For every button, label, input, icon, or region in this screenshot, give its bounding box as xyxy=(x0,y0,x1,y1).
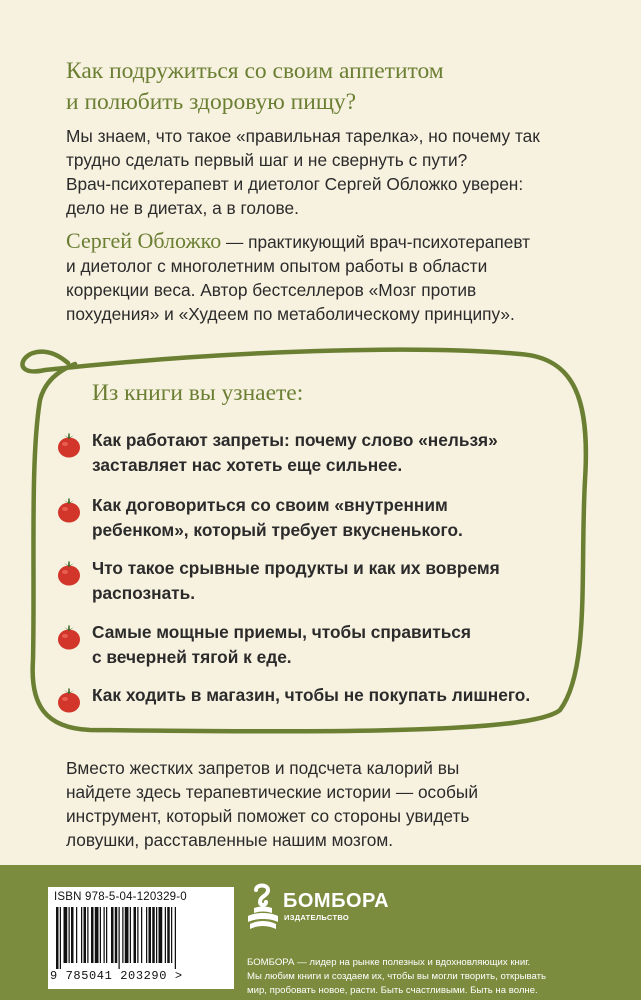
tomato-icon xyxy=(56,496,82,524)
intro-line: дело не в диетах, а в голове. xyxy=(66,198,299,218)
author-name: Сергей Обложко xyxy=(66,228,222,253)
barcode-box xyxy=(48,887,234,989)
box-title: Из книги вы узнаете: xyxy=(92,380,304,406)
outro-line: Вместо жестких запретов и подсчета калорий вы xyxy=(66,758,460,778)
list-item xyxy=(56,683,566,714)
tomato-icon xyxy=(56,559,82,587)
tomato-icon xyxy=(56,431,82,459)
list-item xyxy=(56,493,566,543)
publisher-name: БОМБОРА xyxy=(283,890,390,912)
bombora-logo-icon xyxy=(246,882,282,934)
list-item xyxy=(56,620,566,670)
headline-line-2: и полюбить здоровую пищу? xyxy=(66,89,357,115)
outro-paragraph xyxy=(66,756,586,852)
author-line: — практикующий врач-психотерапевт xyxy=(221,232,531,252)
list-item-text: заставляет нас хотеть еще сильнее. xyxy=(92,455,403,475)
list-item-text: Как работают запреты: почему слово «нельзя» xyxy=(92,430,498,450)
list-item-text: с вечерней тягой к еде. xyxy=(92,647,292,667)
list-item-text: распознать. xyxy=(92,583,196,603)
intro-line: Врач-психотерапевт и диетолог Сергей Обложко уверен: xyxy=(66,174,524,194)
isbn-label: ISBN 978-5-04-120329-0 xyxy=(54,891,187,903)
publisher-description xyxy=(247,956,637,998)
list-item xyxy=(56,428,566,478)
intro-paragraph xyxy=(66,124,586,220)
author-line: коррекции веса. Автор бестселлеров «Мозг против xyxy=(66,280,477,300)
headline xyxy=(66,56,586,118)
publisher-description-line: мир, пробовать новое, расти. Быть счастливыми. Быть на волне. xyxy=(247,985,538,996)
list-item-text: Как ходить в магазин, чтобы не покупать лишнего. xyxy=(92,685,531,705)
list-item-text: Что такое срывные продукты и как их вовремя xyxy=(92,558,500,578)
barcode-icon xyxy=(54,907,228,969)
publisher-description-line: БОМБОРА — лидер на рынке полезных и вдохновляющих книг. xyxy=(247,957,531,968)
intro-line: Мы знаем, что такое «правильная тарелка», но почему так xyxy=(66,126,540,146)
list-item-text: Самые мощные приемы, чтобы справиться xyxy=(92,622,472,642)
tomato-icon xyxy=(56,686,82,714)
author-line: похудения» и «Худеем по метаболическому принципу». xyxy=(66,304,515,324)
outro-line: ловушки, расставленные нашим мозгом. xyxy=(66,830,394,850)
author-paragraph xyxy=(66,229,586,326)
headline-line-1: Как подружиться со своим аппетитом xyxy=(66,58,444,84)
intro-line: трудно сделать первый шаг и не свернуть с пути? xyxy=(66,150,468,170)
barcode-digits: 9 785041 203290 > xyxy=(50,969,183,983)
list-item xyxy=(56,556,566,606)
footer-band xyxy=(0,865,641,1000)
publisher-subtitle: ИЗДАТЕЛЬСТВО xyxy=(284,913,349,922)
tomato-icon xyxy=(56,623,82,651)
list-item-text: Как договориться со своим «внутренним xyxy=(92,495,448,515)
publisher-description-line: Мы любим книги и создаем их, чтобы вы могли творить, открывать xyxy=(247,971,546,982)
list-item-text: ребенком», который требует вкусненького. xyxy=(92,520,463,540)
outro-line: найдете здесь терапевтические истории — особый xyxy=(66,782,478,802)
outro-line: инструмент, который поможет со стороны увидеть xyxy=(66,806,470,826)
author-line: и диетолог с многолетним опытом работы в области xyxy=(66,256,488,276)
